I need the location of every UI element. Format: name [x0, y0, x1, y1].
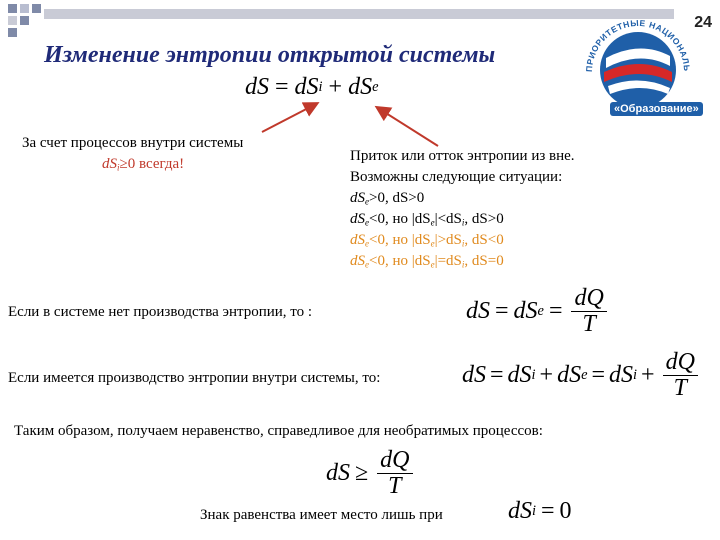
- case-4: $dS_e<0$, но $|dS_e|=dS_i$, dS=0: [350, 253, 504, 270]
- formula-4: dS i = 0: [508, 498, 572, 524]
- arrow-right: [378, 108, 438, 146]
- case-1: $dS_e>0$, dS>0: [350, 190, 425, 207]
- slide-title: Изменение энтропии открытой системы: [44, 42, 496, 68]
- arrow-left: [262, 104, 316, 132]
- statement-1: Если в системе нет производства энтропии, то :: [8, 304, 313, 320]
- formula-3: dS ≥ $\frac{dQ}{T}$: [326, 448, 417, 499]
- statement-3: Таким образом, получаем неравенство, справедливое для необратимых процессов:: [14, 423, 543, 439]
- main-equation: dS = dS i + dS e: [245, 74, 379, 100]
- right-note-line1: Приток или отток энтропии из вне.: [350, 148, 575, 164]
- left-note-line2: $dS_i\ge 0$ всегда!: [102, 156, 185, 173]
- formula-2: dS = dS i + dS e = dS i + $\frac{dQ}{T}$: [462, 350, 702, 401]
- formula-1: dS = dS e = $\frac{dQ}{T}$: [466, 286, 611, 337]
- slide-number: 24: [694, 14, 712, 31]
- left-note-line1: За счет процессов внутри системы: [22, 135, 244, 151]
- case-2: $dS_e<0$, но $|dS_e|<dS_i$, dS>0: [350, 211, 504, 228]
- statement-2: Если имеется производство энтропии внутри системы, то:: [8, 370, 381, 386]
- case-3: $dS_e<0$, но $|dS_e|>dS_i$, dS<0: [350, 232, 504, 249]
- logo-ring-text: ПРИОРИТЕТНЫЕ НАЦИОНАЛЬ: [583, 17, 693, 73]
- right-note-line2: Возможны следующие ситуации:: [350, 169, 563, 185]
- logo-label: «Образование»: [610, 102, 703, 116]
- statement-4: Знак равенства имеет место лишь при: [200, 507, 443, 523]
